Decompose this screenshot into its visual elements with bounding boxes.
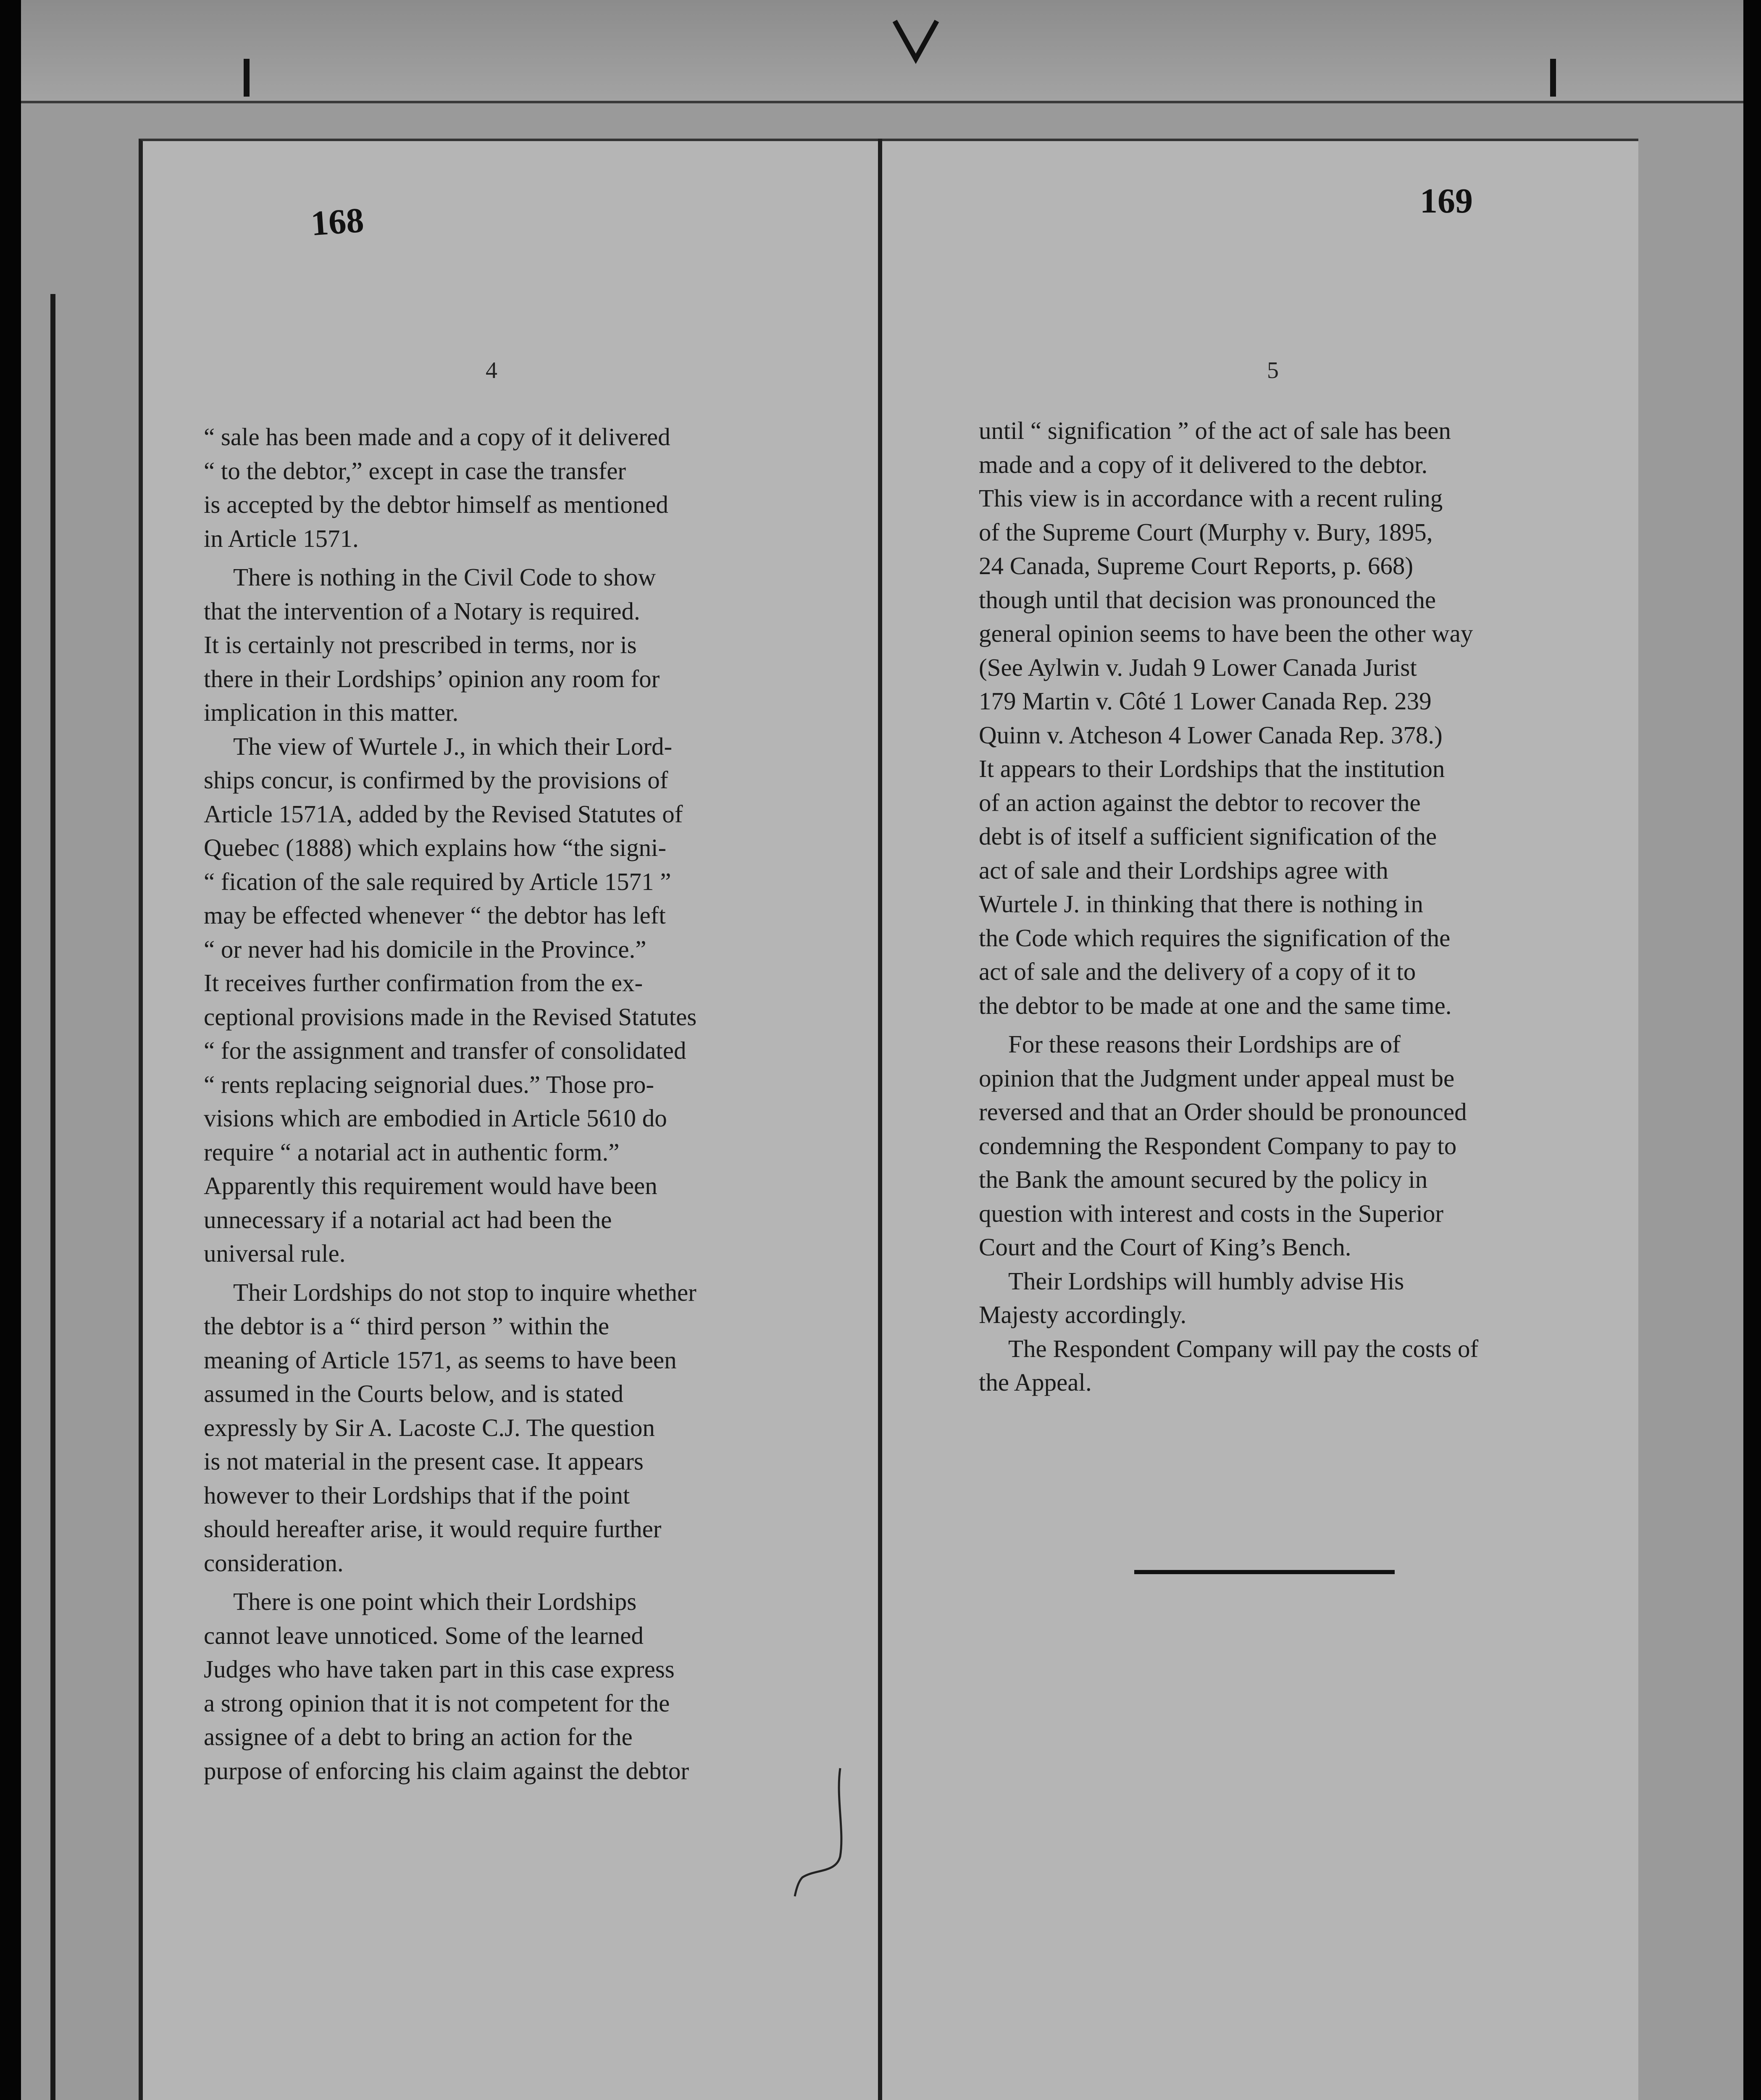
text-line: however to their Lordships that if the point [204,1481,630,1509]
text-line: the Appeal. [979,1368,1092,1396]
text-line: made and a copy of it delivered to the debtor. [979,450,1428,478]
text-line: It is certainly not prescribed in terms, nor is [204,631,637,659]
page-fold-line [878,139,882,2100]
binder-notch-icon [891,17,941,67]
text-line: implication in this matter. [204,698,459,726]
text-line: Article 1571A, added by the Revised Statutes of [204,800,683,828]
stamp-number-right: 169 [1420,181,1473,220]
text-line: should hereafter arise, it would require further [204,1515,662,1543]
text-line: there in their Lordships’ opinion any room for [204,664,660,693]
text-line: Wurtele J. in thinking that there is nothing in [979,890,1423,918]
text-line: meaning of Article 1571, as seems to have been [204,1346,677,1374]
text-line: general opinion seems to have been the other way [979,620,1473,647]
text-line: visions which are embodied in Article 5610 do [204,1104,667,1132]
text-line: assumed in the Courts below, and is stated [204,1380,624,1407]
text-line: Majesty accordingly. [979,1301,1187,1328]
text-line: It receives further confirmation from the ex- [204,969,643,997]
text-line: universal rule. [204,1239,346,1267]
text-line: cannot leave unnoticed. Some of the learned [204,1621,644,1649]
text-line: (See Aylwin v. Judah 9 Lower Canada Jurist [979,653,1417,681]
text-line: “ to the debtor,” except in case the transfer [204,457,626,485]
text-line: This view is in accordance with a recent ruling [979,484,1443,512]
page-edge [50,294,55,2100]
left-page-text [204,420,777,1788]
folio-right: 5 [1267,357,1279,383]
text-line: the Bank the amount secured by the policy in [979,1166,1428,1193]
text-line: Court and the Court of King’s Bench. [979,1233,1351,1261]
text-line: For these reasons their Lordships are of [1008,1030,1401,1058]
folio-left: 4 [486,357,497,383]
text-line: Judges who have taken part in this case express [204,1655,675,1683]
text-line: There is one point which their Lordships [233,1588,637,1615]
text-line: Their Lordships will humbly advise His [1008,1267,1404,1295]
text-line: question with interest and costs in the Superior [979,1199,1444,1227]
text-line: until “ signification ” of the act of sale has been [979,417,1451,444]
text-line: require “ a notarial act in authentic form.” [204,1138,620,1166]
text-line: unnecessary if a notarial act had been the [204,1205,612,1234]
text-line: condemning the Respondent Company to pay to [979,1131,1457,1160]
text-line: “ for the assignment and transfer of consolidated [204,1037,686,1064]
right-page-text [979,414,1559,1399]
text-line: The view of Wurtele J., in which their Lord- [233,732,673,760]
text-line: ships concur, is confirmed by the provisions of [204,766,668,794]
binder-tick-right [1550,59,1556,97]
text-line: the debtor to be made at one and the same time. [979,991,1452,1019]
text-line: It appears to their Lordships that the institution [979,755,1445,782]
text-line: 24 Canada, Supreme Court Reports, p. 668) [979,552,1413,580]
text-line: though until that decision was pronounced the [979,585,1436,614]
binder-strip [21,0,1743,103]
text-line: in Article 1571. [204,524,359,552]
text-line: of an action against the debtor to recover the [979,788,1421,816]
text-line: reversed and that an Order should be pronounced [979,1098,1467,1126]
text-line: is accepted by the debtor himself as mentioned [204,491,668,518]
text-line: opinion that the Judgment under appeal must be [979,1064,1455,1092]
end-rule [1134,1570,1395,1574]
text-line: expressly by Sir A. Lacoste C.J. The question [204,1413,655,1441]
text-line: “ fication of the sale required by Article 1571 ” [204,867,671,895]
stamp-number-left: 168 [309,200,365,244]
text-line: “ sale has been made and a copy of it delivered [204,423,670,451]
text-line: “ rents replacing seignorial dues.” Those pro- [204,1070,654,1098]
text-line: Their Lordships do not stop to inquire whether [233,1278,697,1306]
text-line: the debtor is a “ third person ” within the [204,1312,610,1340]
text-line: act of sale and their Lordships agree with [979,856,1388,884]
text-line: act of sale and the delivery of a copy of it to [979,958,1416,985]
pen-mark-icon [790,1764,857,1898]
text-line: 179 Martin v. Côté 1 Lower Canada Rep. 239 [979,687,1432,715]
binder-tick-left [244,59,250,97]
text-line: The Respondent Company will pay the costs of [1008,1334,1479,1362]
text-line: the Code which requires the signification of the [979,924,1451,952]
text-line: ceptional provisions made in the Revised Statutes [204,1003,697,1031]
text-line: consideration. [204,1549,344,1577]
text-line: is not material in the present case. It appears [204,1447,644,1475]
text-line: that the intervention of a Notary is required. [204,597,640,625]
text-line: assignee of a debt to bring an action for the [204,1723,633,1751]
text-line: a strong opinion that it is not competent for the [204,1689,670,1717]
text-line: Quinn v. Atcheson 4 Lower Canada Rep. 378.) [979,721,1443,749]
text-line: There is nothing in the Civil Code to show [233,563,656,591]
text-line: debt is of itself a sufficient signification of the [979,822,1437,850]
text-line: purpose of enforcing his claim against the debtor [204,1756,689,1785]
text-line: “ or never had his domicile in the Province.” [204,935,647,963]
text-line: may be effected whenever “ the debtor has left [204,901,666,929]
text-line: Apparently this requirement would have been [204,1172,657,1200]
text-line: Quebec (1888) which explains how “the signi- [204,834,667,861]
text-line: of the Supreme Court (Murphy v. Bury, 1895, [979,518,1433,546]
